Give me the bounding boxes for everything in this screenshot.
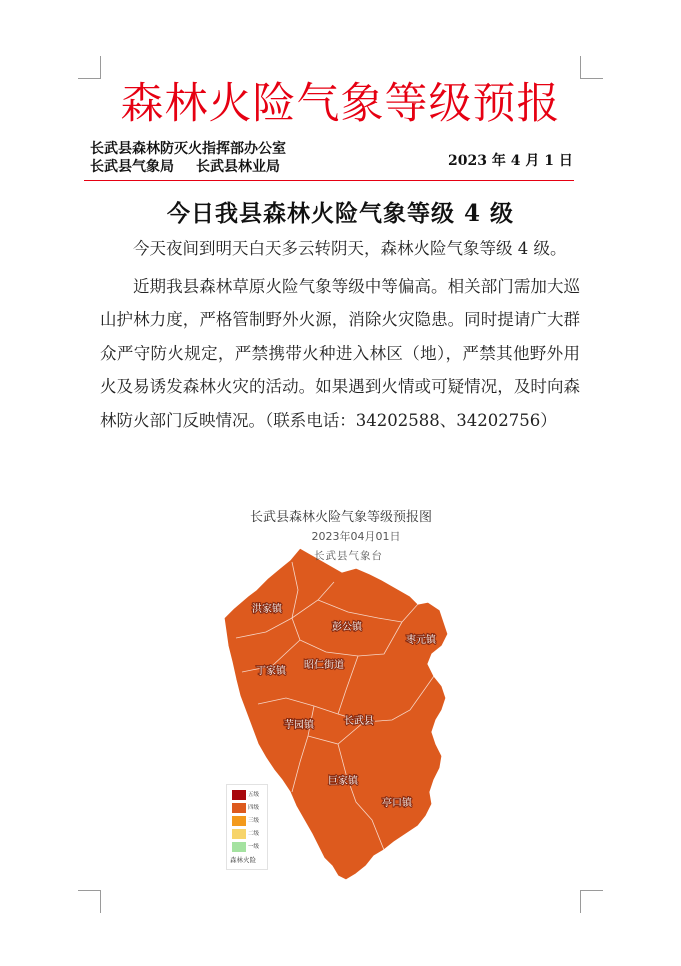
town-label-tingkou: 亭口镇	[382, 798, 412, 809]
map-legend	[226, 784, 268, 870]
crop-mark-bottom-left	[78, 890, 101, 913]
legend-label: 三级	[248, 818, 260, 824]
town-label-penggong: 彭公镇	[332, 622, 362, 633]
paragraph-forecast: 今天夜间到明天白天多云转阴天，森林火险气象等级 4 级。	[133, 239, 567, 258]
town-label-jujia: 巨家镇	[328, 776, 358, 787]
map-agency: 长武县气象台	[314, 550, 383, 562]
legend-swatch	[232, 803, 246, 813]
issuing-agencies	[90, 140, 286, 176]
legend-swatch	[232, 829, 246, 839]
town-label-yuyuan: 芋园镇	[284, 720, 314, 731]
crop-mark-top-left	[78, 56, 101, 79]
town-label-zhaoren: 昭仁街道	[304, 660, 344, 671]
legend-label: 四级	[248, 805, 260, 811]
town-label-zaoyuan: 枣元镇	[406, 635, 436, 646]
legend-swatch	[232, 790, 246, 800]
body-text	[100, 232, 580, 441]
legend-swatch	[232, 842, 246, 852]
legend-label: 一级	[248, 844, 260, 850]
town-label-changwu: 长武县	[344, 716, 374, 727]
legend-caption: 森林火险	[230, 856, 256, 864]
town-label-dingjia: 丁家镇	[256, 666, 286, 677]
town-label-honghua: 洪家镇	[252, 604, 282, 615]
map-date: 2023年04月01日	[311, 530, 401, 543]
issue-date: 2023 年 4 月 1 日	[448, 153, 573, 169]
issuer-line-1: 长武县森林防灭火指挥部办公室	[90, 141, 286, 157]
crop-mark-top-right	[580, 56, 603, 79]
legend-label: 五级	[248, 792, 260, 798]
issuer-forestry-bureau: 长武县林业局	[196, 159, 280, 175]
legend-swatch	[232, 816, 246, 826]
issuer-weather-bureau: 长武县气象局	[90, 159, 174, 175]
issuer-line-2	[90, 158, 286, 176]
crop-mark-bottom-right	[580, 890, 603, 913]
red-divider	[84, 180, 574, 181]
masthead-title: 森林火险气象等级预报	[120, 79, 561, 129]
legend-label: 二级	[248, 831, 260, 837]
paragraph-advisory: 近期我县森林草原火险气象等级中等偏高。相关部门需加大巡山护林力度，严格管制野外火源，消除火灾隐患。同时提请广大群众严守防火规定，严禁携带火种进入林区（地），严禁其他野外用火及易诱发森林火灾的活动。如果遇到火情或可疑情况，及时向森林防火部门反映情况。（联系电话：34202588、34202756）	[100, 276, 580, 430]
map-title: 长武县森林火险气象等级预报图	[249, 510, 432, 525]
fire-risk-map	[196, 500, 486, 890]
headline: 今日我县森林火险气象等级 4 级	[166, 200, 515, 227]
